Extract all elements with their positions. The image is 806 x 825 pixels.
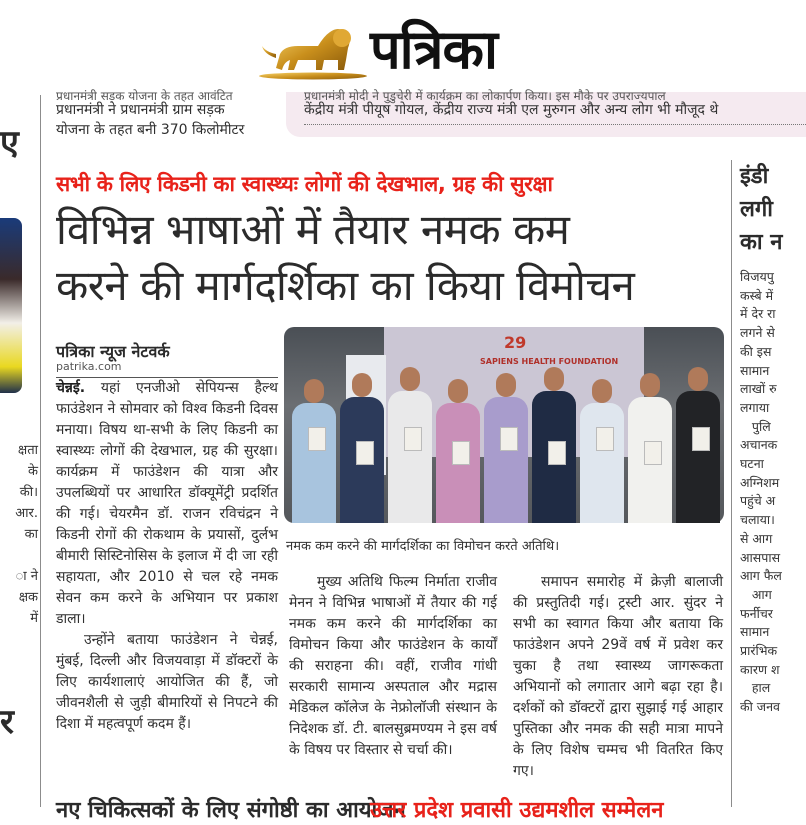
golden-lion-icon: [258, 18, 368, 80]
article-column-1: [56, 378, 278, 735]
right-adjacent-column: [737, 160, 788, 807]
caption-line: केंद्रीय मंत्री पीयूष गोयल, केंद्रीय राज्य मंत्री एल मुरुगन और अन्य लोग भी मौजूद थे: [304, 102, 719, 118]
guidebook: [644, 441, 662, 465]
next-article-kicker: उत्तर प्रदेश प्रवासी उद्यमशील सम्मेलन: [370, 798, 664, 823]
text-line: में देर रा: [740, 306, 776, 322]
snippet-line: योजना के तहत बनी 370 किलोमीटर: [56, 122, 245, 138]
dotted-divider: [304, 124, 806, 125]
text-line: आसपास: [740, 549, 781, 565]
person-head: [592, 379, 612, 403]
left-headline-fragment: र: [0, 702, 14, 742]
left-text-fragment: के: [28, 464, 38, 479]
left-adjacent-column: [0, 95, 38, 807]
person-figure: [484, 397, 528, 523]
masthead: [0, 0, 788, 88]
person-head: [448, 379, 468, 403]
text-line: सामान: [740, 362, 770, 378]
text-line: सामान: [740, 624, 770, 640]
person-head: [640, 373, 660, 397]
text-line: चलाया।: [740, 512, 775, 528]
text-line: से आग: [740, 530, 773, 546]
person-figure: [292, 403, 336, 523]
person-figure: [388, 391, 432, 523]
article-column-2: [289, 572, 497, 761]
guidebook: [356, 441, 374, 465]
left-text-fragment: की।: [19, 485, 38, 500]
column-divider: [40, 95, 41, 807]
previous-article-caption-box: [286, 89, 806, 137]
guidebook: [308, 427, 326, 451]
headline-line: इंडी: [740, 164, 769, 189]
person-head: [544, 367, 564, 391]
left-text-fragment: क्षक: [18, 590, 38, 605]
text-line: अग्निशम: [740, 474, 780, 490]
snippet-line: प्रधानमंत्री ने प्रधानमंत्री ग्राम सड़क: [56, 102, 225, 118]
headline-line: का न: [740, 230, 783, 255]
cut-text-line: प्रधानमंत्री मोदी ने पुडुचेरी में कार्यक्रम का लोकार्पण किया। इस मौके पर उपराज्यपाल: [304, 89, 666, 103]
headline-line: विभिन्न भाषाओं में तैयार नमक कम: [56, 205, 570, 254]
text-line: कस्बे में: [740, 287, 774, 303]
guidebook: [692, 427, 710, 451]
photo-banner-number: 29: [504, 333, 527, 352]
left-headline-fragment: ए: [0, 123, 19, 163]
left-text-fragment: आर.: [15, 506, 38, 521]
text-line: की जनव: [740, 699, 780, 715]
brand-logo-text: पत्रिका: [370, 17, 497, 81]
left-photo-fragment: [0, 218, 22, 393]
left-text-fragment: क्षता: [17, 443, 38, 458]
article-photo: [284, 327, 724, 523]
paragraph: समापन समारोह में क्रेज़ी बालाजी की प्रस्तुतिदी गई। ट्रस्टी आर. सुंदर ने सभी का स्वागत किया और बताया कि फाउंडेशन अपने 29वें वर्ष में प्रवेश कर चुका है तथा स्वास्थ्य जागरूकता अभियानों को लगातार आगे बढ़ा रहा है। दर्शकों को डॉक्टरों द्वारा सुझाई गई आहार पुस्तिका और नमक की सही मात्रा मापने के लिए विशेष चम्मच भी वितरित किए गए।: [513, 574, 723, 779]
text-line: की इस: [740, 343, 772, 359]
article-column-3: [513, 572, 723, 782]
paragraph: उन्होंने बताया फाउंडेशन ने चेन्नई, मुंबई, दिल्ली और विजयवाड़ा में डॉक्टरों के लिए कार्यशालाएं आयोजित की हैं, जो जीवनशैली से जुड़ी बीमारियों से निपटने की दिशा में महत्वपूर्ण कदम हैं।: [56, 632, 278, 732]
byline-website: patrika.com: [56, 360, 122, 373]
guidebook: [596, 427, 614, 451]
left-text-fragment: में: [30, 611, 38, 626]
text-line: आग फैल: [740, 568, 782, 584]
paragraph: मुख्य अतिथि फिल्म निर्माता राजीव मेनन ने विभिन्न भाषाओं में तैयार की गई नमक कम करने की मार्गदर्शिका का विमोचन किया और फाउंडेशन के कार्यों की सराहना की। वहीं, राजीव गांधी सरकारी सामान्य अस्पताल और मद्रास मेडिकल कॉलेज के नेफ्रोलॉजी संस्थान के निदेशक डॉ. टी. बालसुब्रमण्यम ने इस वर्ष के विषय पर विस्तार से चर्चा की।: [289, 574, 497, 758]
paragraph-text: यहां एनजीओ सेपियन्स हैल्थ फाउंडेशन ने सोमवार को विश्व किडनी दिवस मनाया। विषय था-सभी के लिए किडनी का स्वास्थ्यः लोगों की देखभाल, ग्रह की सुरक्षा। कार्यक्रम में फाउंडेशन की यात्रा और उपलब्धियों पर आधारित डॉक्यूमेंट्री प्रदर्शित की गई। चेयरमैन डॉ. राजन रविचंद्रन ने किडनी रोगों की रोकथाम के प्रयासों, दुर्लभ बीमारी सिस्टिनोसिस के इलाज में दी जा रही सहायता, और 2010 से चल रहे नमक सेवन कम करने के अभियान पर प्रकाश डाला।: [56, 380, 278, 627]
left-text-fragment: का: [24, 527, 38, 542]
text-line: लाखों रु: [740, 381, 777, 397]
article-headline: [56, 202, 736, 314]
headline-line: करने की मार्गदर्शिका का किया विमोचन: [56, 261, 635, 310]
cut-text-line: प्रधानमंत्री सड़क योजना के तहत आवंटित: [56, 89, 233, 103]
person-figure: [676, 391, 720, 523]
person-head: [304, 379, 324, 403]
photo-banner-text: SAPIENS HEALTH FOUNDATION: [480, 357, 619, 366]
guidebook: [548, 441, 566, 465]
person-head: [400, 367, 420, 391]
article-kicker: सभी के लिए किडनी का स्वास्थ्यः लोगों की देखभाल, ग्रह की सुरक्षा: [56, 172, 553, 196]
text-line: आग: [740, 586, 772, 602]
text-line: कारण श: [740, 661, 780, 677]
guidebook: [452, 441, 470, 465]
text-line: फर्नीचर: [740, 605, 773, 621]
person-figure: [580, 403, 624, 523]
text-line: अचानक: [740, 437, 778, 453]
text-line: लगाया: [740, 399, 770, 415]
text-line: घटना: [740, 456, 764, 472]
text-line: हाल: [740, 680, 771, 696]
left-text-fragment: ा ने: [15, 569, 38, 584]
text-line: विजयपु: [740, 269, 774, 284]
guidebook: [404, 427, 422, 451]
right-headline-fragment: [740, 160, 782, 259]
text-line: लगने से: [740, 325, 775, 341]
paragraph: [56, 378, 278, 630]
next-article-headline: नए चिकित्सकों के लिए संगोष्ठी का आयोजन: [56, 798, 406, 823]
right-text-fragment: [740, 268, 782, 717]
photo-caption: नमक कम करने की मार्गदर्शिका का विमोचन करते अतिथि।: [286, 539, 560, 554]
headline-line: लगी: [740, 197, 774, 222]
person-head: [688, 367, 708, 391]
person-head: [352, 373, 372, 397]
previous-article-snippet: [56, 89, 276, 140]
guidebook: [500, 427, 518, 451]
dateline: चेन्नई.: [56, 380, 86, 396]
byline: पत्रिका न्यूज नेटवर्क: [56, 342, 170, 361]
person-head: [496, 373, 516, 397]
text-line: प्रारंभिक: [740, 643, 778, 659]
text-line: पहुंचे अ: [740, 493, 776, 509]
text-line: पुलि: [740, 418, 771, 434]
